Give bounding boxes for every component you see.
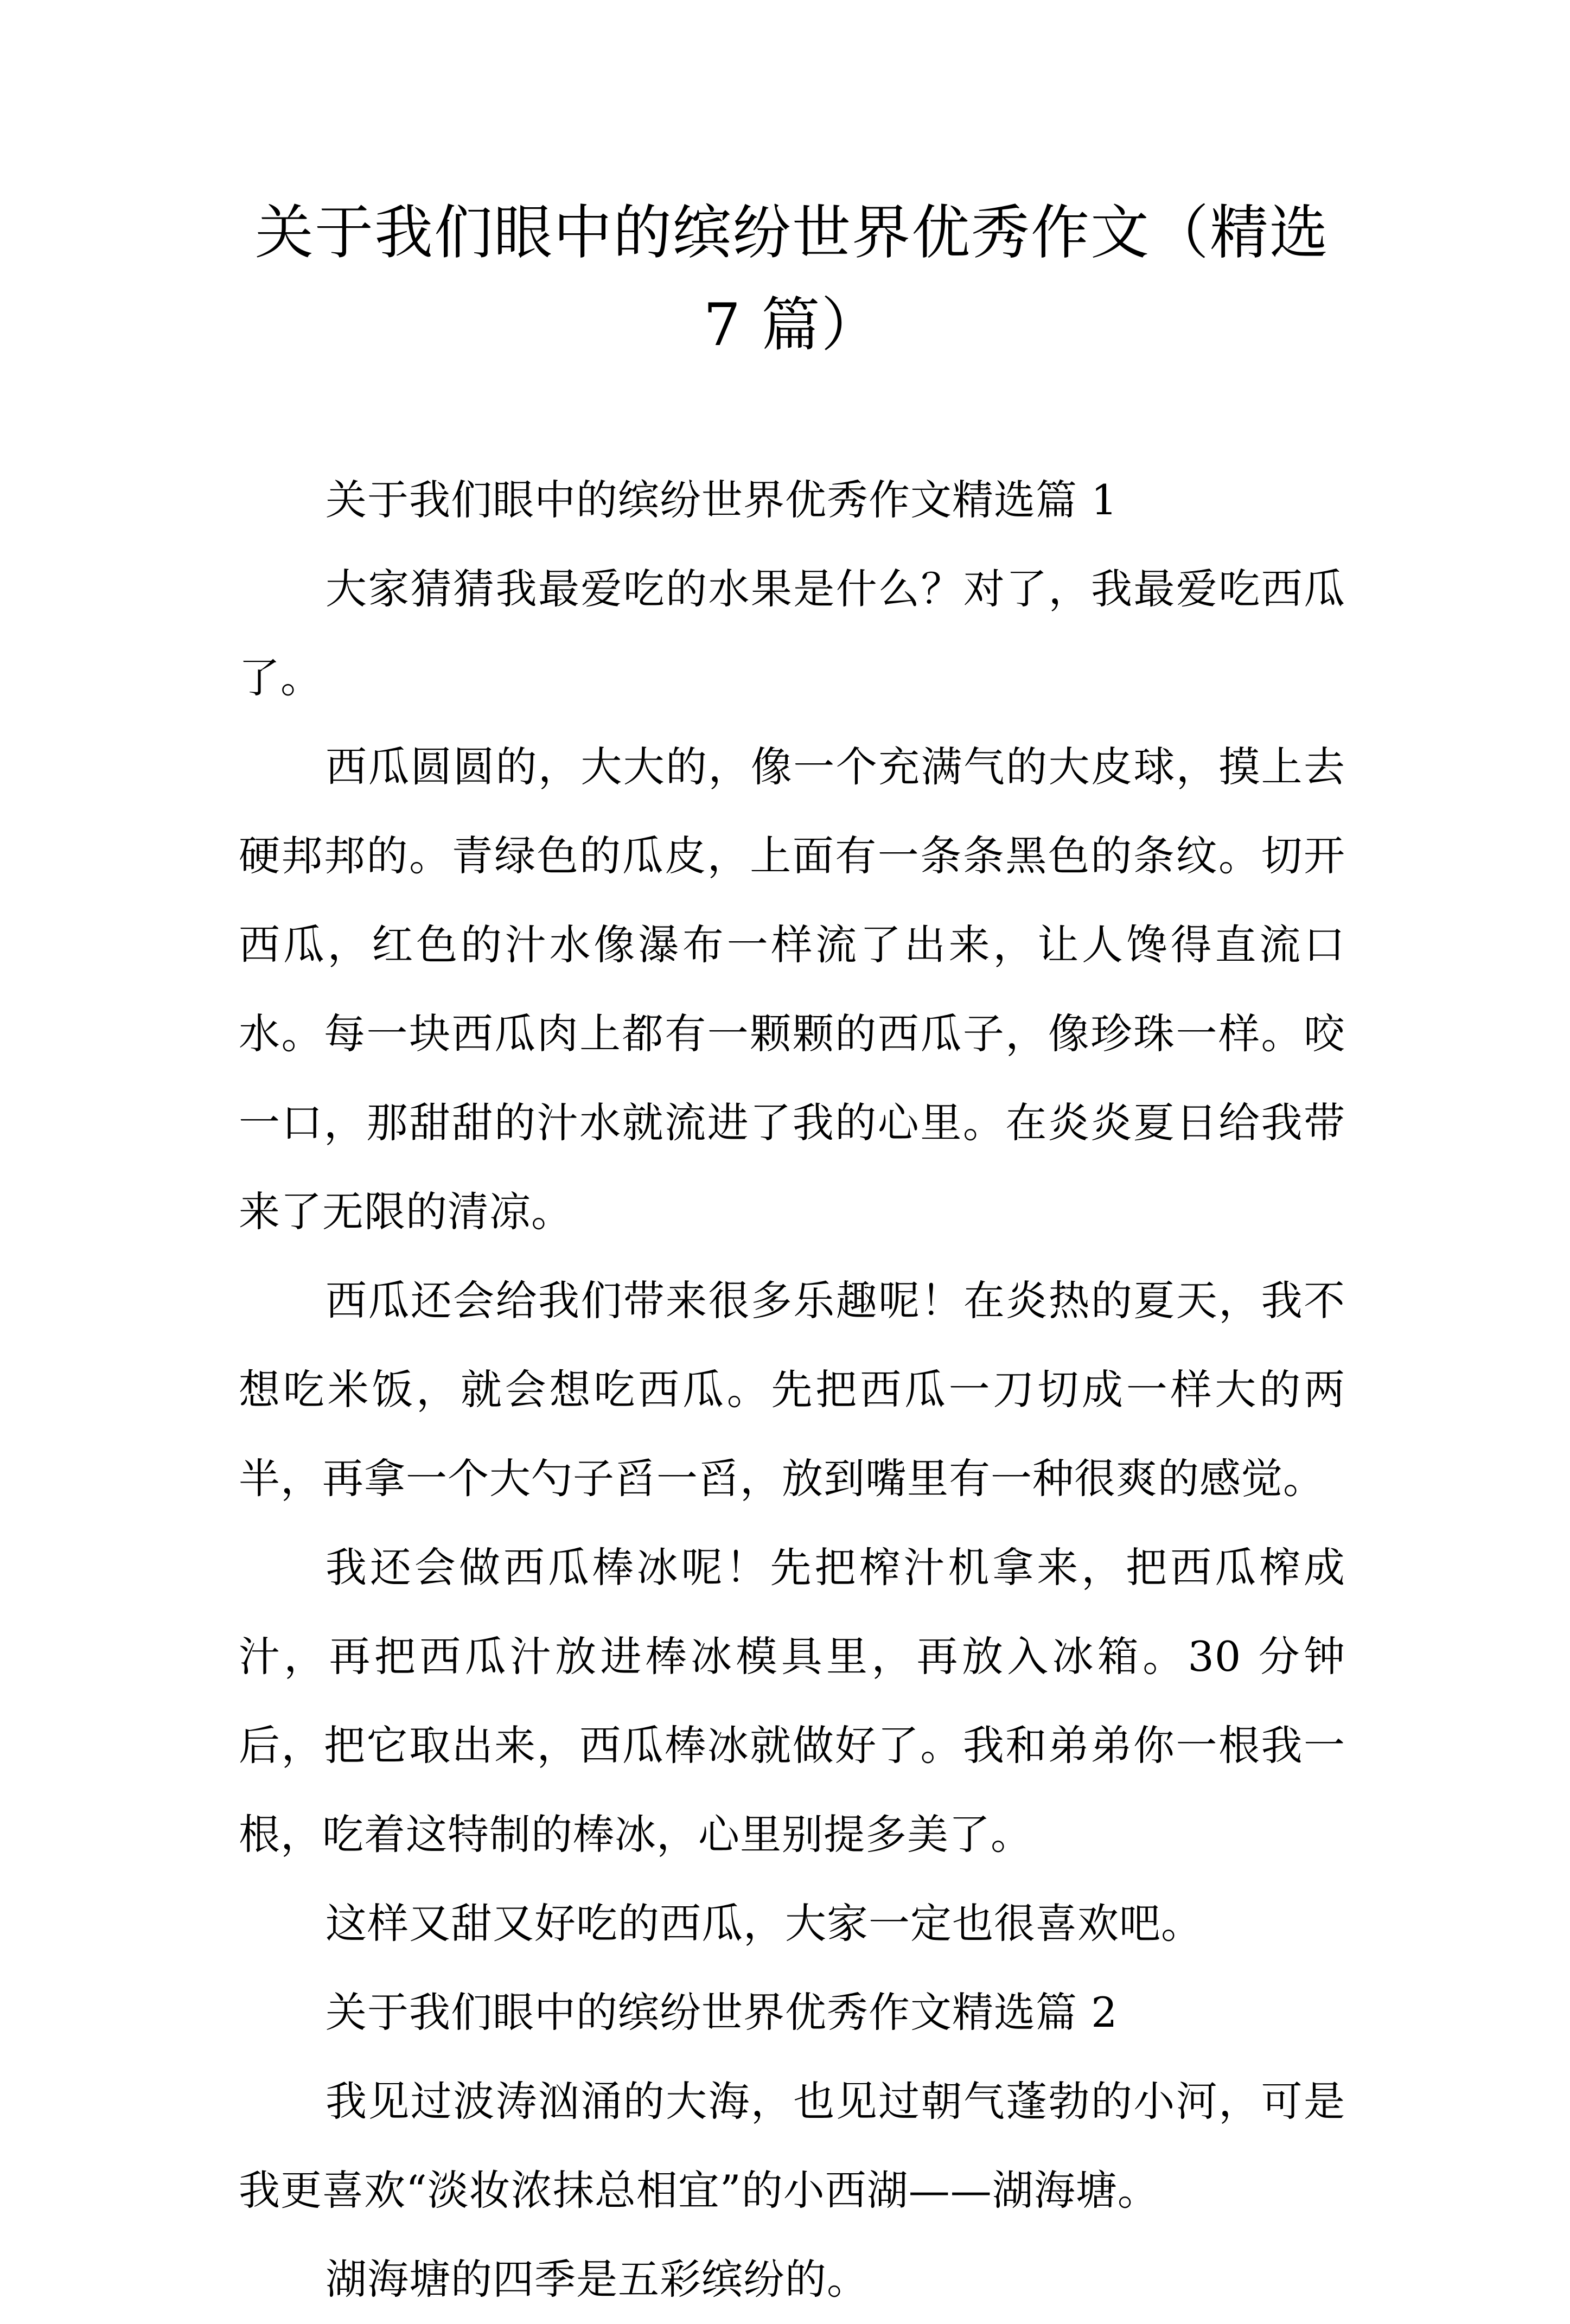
- document-body: [239, 456, 1345, 2324]
- section-heading-2: 关于我们眼中的缤纷世界优秀作文精选篇 2: [326, 1988, 1118, 2036]
- section-heading-1: 关于我们眼中的缤纷世界优秀作文精选篇 1: [326, 476, 1118, 524]
- paragraph: 我还会做西瓜棒冰呢！先把榨汁机拿来，把西瓜榨成汁，再把西瓜汁放进棒冰模具里，再放入冰箱。30 分钟后，把它取出来，西瓜棒冰就做好了。我和弟弟你一根我一根，吃着这特制的棒冰，心里别提多美了。: [239, 1543, 1345, 1859]
- paragraph: 这样又甜又好吃的西瓜，大家一定也很喜欢吧。: [326, 1899, 1203, 1948]
- paragraph: 湖海塘的四季是五彩缤纷的。: [326, 2255, 869, 2303]
- paragraph: 西瓜圆圆的，大大的，像一个充满气的大皮球，摸上去硬邦邦的。青绿色的瓜皮，上面有一条条黑色的条纹。切开西瓜，红色的汁水像瀑布一样流了出来，让人馋得直流口水。每一块西瓜肉上都有一颗颗的西瓜子，像珍珠一样。咬一口，那甜甜的汁水就流进了我的心里。在炎炎夏日给我带来了无限的清凉。: [239, 743, 1345, 1236]
- paragraph: 大家猜猜我最爱吃的水果是什么？对了，我最爱吃西瓜了。: [239, 565, 1345, 702]
- paragraph: 我见过波涛汹涌的大海，也见过朝气蓬勃的小河，可是我更喜欢“淡妆浓抹总相宜”的小西湖——湖海塘。: [239, 2077, 1345, 2214]
- paragraph: 西瓜还会给我们带来很多乐趣呢！在炎热的夏天，我不想吃米饭，就会想吃西瓜。先把西瓜一刀切成一样大的两半，再拿一个大勺子舀一舀，放到嘴里有一种很爽的感觉。: [239, 1276, 1345, 1503]
- document-title: 关于我们眼中的缤纷世界优秀作文（精选 7 篇）: [254, 199, 1329, 359]
